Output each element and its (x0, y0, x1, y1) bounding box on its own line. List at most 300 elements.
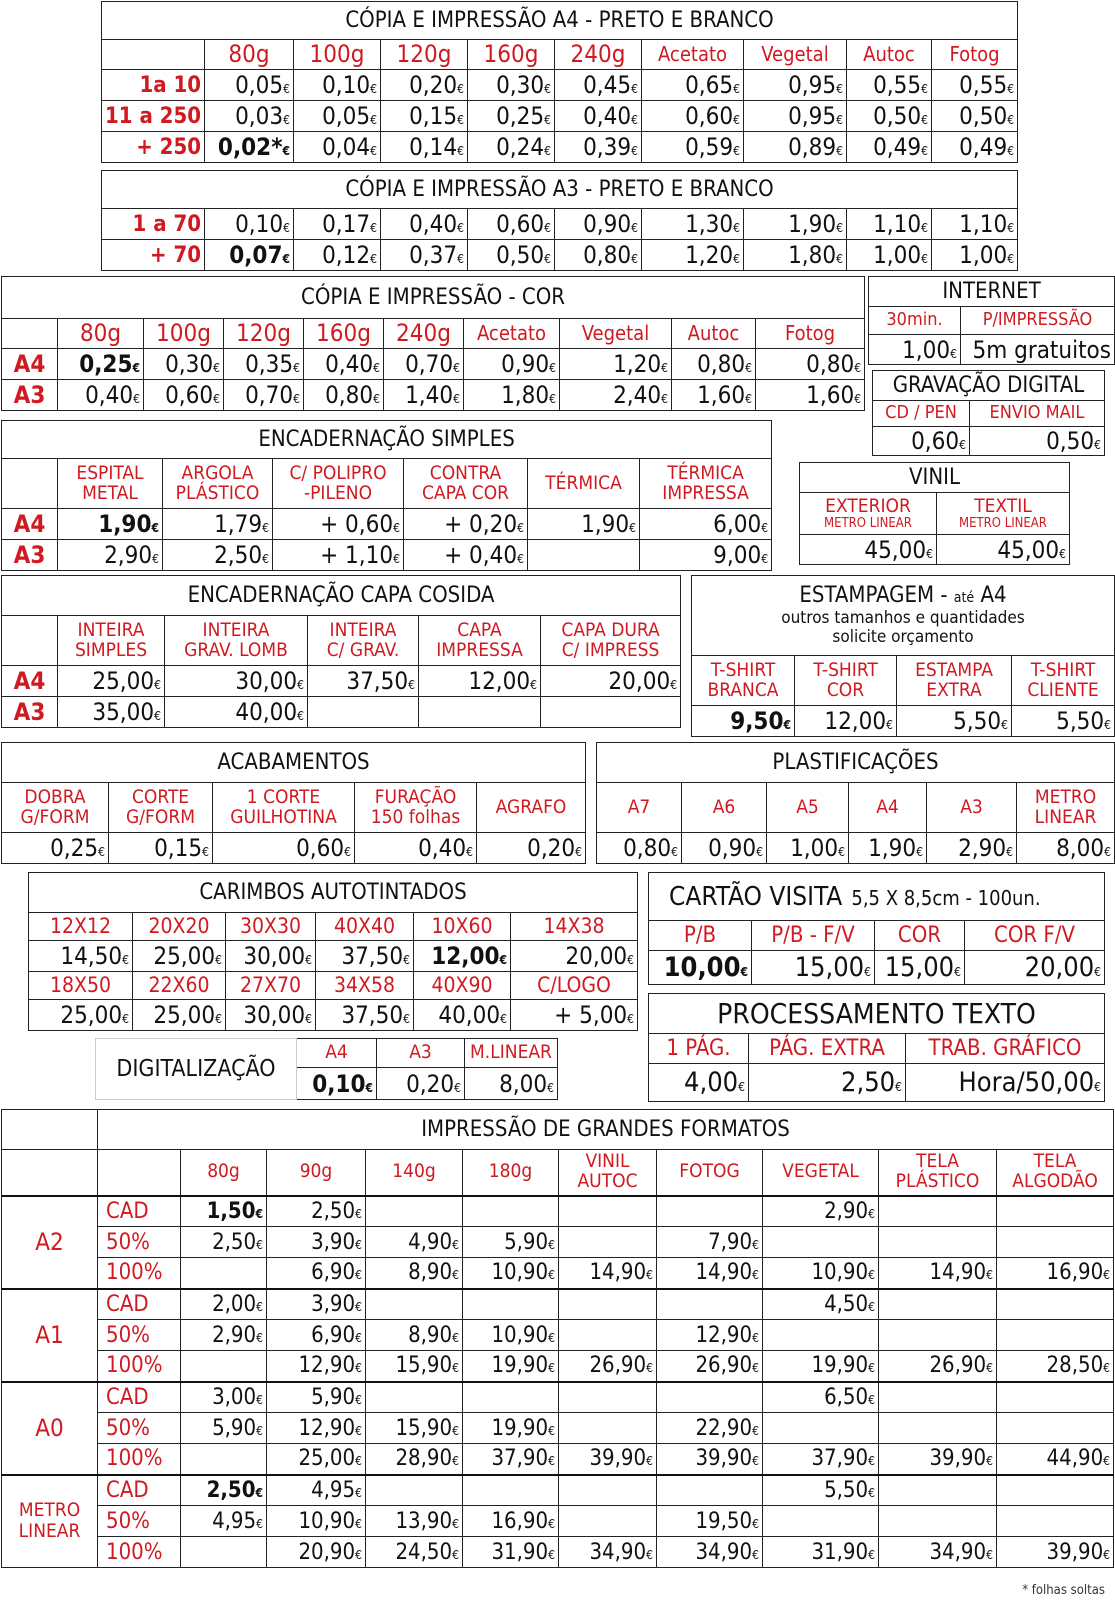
grandes-price-cell: 16,90€ (463, 1506, 559, 1537)
carimbos-price-cell: + 5,00€ (511, 1000, 638, 1031)
cartao-table (648, 872, 1105, 985)
a4-price-cell: 0,95€ (744, 70, 847, 101)
grandes-price-cell (181, 1444, 267, 1475)
grandes-price-cell: 37,90€ (763, 1444, 879, 1475)
color-price-cell: 0,70€ (224, 380, 304, 411)
carimbos-price-cell: 37,50€ (316, 941, 414, 972)
a4-header-0: 80g (205, 40, 294, 70)
a3-price-cell: 1,80€ (744, 240, 847, 271)
enc-simples-header-4: TÉRMICA (528, 459, 640, 509)
grandes-header-4: VINIL AUTOC (559, 1150, 657, 1196)
enc-simples-header-2: C/ POLIPRO -PILENO (273, 459, 404, 509)
grandes-price-cell (463, 1382, 559, 1413)
grandes-price-cell: 12,90€ (267, 1413, 366, 1444)
a3-price-cell: 1,30€ (642, 209, 744, 240)
enc-simples-price-cell: 1,79€ (163, 509, 273, 540)
grandes-price-cell: 4,90€ (366, 1227, 463, 1258)
grandes-price-cell: 19,90€ (463, 1413, 559, 1444)
a4-price-cell: 0,50€ (932, 101, 1018, 132)
a3-price-cell: 1,00€ (932, 240, 1018, 271)
enc-simples-title: ENCADERNAÇÃO SIMPLES (2, 421, 772, 459)
cartao-subtitle: 5,5 X 8,5cm - 100un. (851, 885, 1041, 910)
grandes-price-cell (657, 1475, 763, 1506)
grandes-price-cell: 34,90€ (879, 1537, 997, 1568)
color-price-cell: 0,80€ (304, 380, 384, 411)
processamento-title: PROCESSAMENTO TEXTO (649, 994, 1105, 1034)
color-header-0: 80g (58, 319, 144, 349)
processamento-table (648, 993, 1105, 1102)
vinil-textil-price: 45,00€ (937, 535, 1070, 565)
carimbos-title: CARIMBOS AUTOTINTADOS (29, 873, 638, 913)
grandes-header-3: 180g (463, 1150, 559, 1196)
a4-header-7: Autoc (847, 40, 932, 70)
a4-header-8: Fotog (932, 40, 1018, 70)
grandes-header-8: TELA ALGODÃO (997, 1150, 1114, 1196)
cartao-cor-header: COR (875, 921, 965, 951)
acabamentos-header-2: 1 CORTE GUILHOTINA (213, 783, 355, 833)
acabamentos-header-3: FURAÇÃO 150 folhas (355, 783, 477, 833)
a3-row-label: + 70 (102, 240, 205, 271)
grandes-row-label: 100% (98, 1444, 181, 1475)
carimbos-table (28, 872, 638, 1031)
plastificacoes-price-cell: 1,00€ (767, 833, 849, 864)
plastificacoes-price-cell: 1,90€ (849, 833, 927, 864)
color-price-cell: 0,70€ (384, 349, 464, 380)
a4-price-cell: 0,55€ (932, 70, 1018, 101)
grandes-price-cell: 4,95€ (267, 1475, 366, 1506)
enc-cosida-price-cell: 30,00€ (165, 666, 308, 697)
enc-simples-header-5: TÉRMICA IMPRESSA (640, 459, 772, 509)
a3-price-cell: 0,50€ (468, 240, 555, 271)
estampagem-title-end: A4 (974, 583, 1007, 609)
plastificacoes-header-0: A7 (597, 783, 682, 833)
color-price-cell: 0,30€ (144, 349, 224, 380)
color-header-7: Autoc (672, 319, 756, 349)
color-header-2: 120g (224, 319, 304, 349)
grandes-price-cell (879, 1227, 997, 1258)
processamento-1pag-price: 4,00€ (649, 1064, 749, 1102)
color-price-cell: 0,40€ (58, 380, 144, 411)
grandes-price-cell: 6,90€ (267, 1320, 366, 1351)
estampagem-header-2: ESTAMPA EXTRA (897, 656, 1012, 706)
a3-price-cell: 1,20€ (642, 240, 744, 271)
grandes-row-label: CAD (98, 1289, 181, 1320)
grandes-price-cell: 6,90€ (267, 1258, 366, 1289)
internet-30min-price: 1,00€ (869, 335, 961, 365)
carimbos-price-cell: 25,00€ (133, 1000, 226, 1031)
grandes-price-cell: 39,90€ (997, 1537, 1114, 1568)
acabamentos-header-4: AGRAFO (477, 783, 586, 833)
grandes-price-cell (559, 1382, 657, 1413)
grandes-price-cell (763, 1413, 879, 1444)
carimbos-size-header: C/LOGO (511, 972, 638, 1000)
processamento-1pag-header: 1 PÁG. (649, 1034, 749, 1064)
cartao-corfv-header: COR F/V (965, 921, 1105, 951)
enc-simples-price-cell: 6,00€ (640, 509, 772, 540)
estampagem-price-cell: 9,50€ (692, 706, 795, 737)
carimbos-price-cell: 20,00€ (511, 941, 638, 972)
plastificacoes-price-cell: 8,00€ (1017, 833, 1115, 864)
vinil-exterior-header: EXTERIOR METRO LINEAR (800, 493, 937, 535)
a3-price-cell: 1,00€ (847, 240, 932, 271)
enc-simples-price-cell: 2,90€ (58, 540, 163, 571)
a4-price-cell: 0,49€ (847, 132, 932, 163)
grandes-price-cell: 25,00€ (267, 1444, 366, 1475)
estampagem-header-0: T-SHIRT BRANCA (692, 656, 795, 706)
grandes-price-cell (997, 1227, 1114, 1258)
internet-table (868, 276, 1115, 365)
a4-header-5: Acetato (642, 40, 744, 70)
estampagem-title-cell (692, 576, 1115, 656)
digitalizacao-a3-header: A3 (377, 1039, 465, 1068)
enc-simples-price-cell: + 1,10€ (273, 540, 404, 571)
estampagem-price-cell: 5,50€ (1012, 706, 1115, 737)
vinil-title: VINIL (800, 463, 1070, 493)
grandes-price-cell: 31,90€ (463, 1537, 559, 1568)
carimbos-size-header: 22X60 (133, 972, 226, 1000)
plastificacoes-header-1: A6 (682, 783, 767, 833)
enc-simples-price-cell: 9,00€ (640, 540, 772, 571)
a4-price-cell: 0,05€ (294, 101, 381, 132)
a4-price-cell: 0,45€ (555, 70, 642, 101)
a4-price-cell: 0,95€ (744, 101, 847, 132)
enc-cosida-price-cell: 20,00€ (541, 666, 681, 697)
a4-corner (102, 40, 205, 70)
estampagem-header-1: T-SHIRT COR (795, 656, 897, 706)
grandes-price-cell: 2,00€ (181, 1289, 267, 1320)
color-table (1, 276, 865, 411)
grandes-price-cell (879, 1289, 997, 1320)
grandes-price-cell (366, 1382, 463, 1413)
grandes-row-label: 100% (98, 1537, 181, 1568)
color-price-cell: 0,35€ (224, 349, 304, 380)
a3-price-cell: 1,10€ (847, 209, 932, 240)
grandes-price-cell: 24,50€ (366, 1537, 463, 1568)
gravacao-cd-price: 0,60€ (873, 427, 970, 456)
enc-simples-corner (2, 459, 58, 509)
color-header-1: 100g (144, 319, 224, 349)
enc-cosida-row-label: A3 (2, 697, 58, 728)
grandes-price-cell: 26,90€ (559, 1351, 657, 1382)
grandes-price-cell (997, 1413, 1114, 1444)
grandes-row-label: 50% (98, 1320, 181, 1351)
enc-simples-price-cell: + 0,40€ (404, 540, 528, 571)
grandes-price-cell: 5,90€ (181, 1413, 267, 1444)
grandes-group-label: A2 (2, 1196, 98, 1289)
carimbos-size-header: 34X58 (316, 972, 414, 1000)
grandes-price-cell: 34,90€ (657, 1537, 763, 1568)
grandes-price-cell (559, 1413, 657, 1444)
plastificacoes-header-2: A5 (767, 783, 849, 833)
grandes-price-cell (763, 1227, 879, 1258)
color-header-5: Acetato (464, 319, 560, 349)
processamento-grafico-header: TRAB. GRÁFICO (906, 1034, 1105, 1064)
grandes-price-cell: 12,90€ (657, 1320, 763, 1351)
estampagem-header-3: T-SHIRT CLIENTE (1012, 656, 1115, 706)
carimbos-size-header: 40X40 (316, 913, 414, 941)
grandes-group-label: METRO LINEAR (2, 1475, 98, 1568)
grandes-corner-2 (98, 1150, 181, 1196)
grandes-price-cell: 5,90€ (463, 1227, 559, 1258)
grandes-price-cell: 3,00€ (181, 1382, 267, 1413)
carimbos-price-cell: 37,50€ (316, 1000, 414, 1031)
grandes-price-cell: 26,90€ (879, 1351, 997, 1382)
grandes-price-cell (657, 1289, 763, 1320)
carimbos-price-cell: 25,00€ (133, 941, 226, 972)
carimbos-size-header: 20X20 (133, 913, 226, 941)
grandes-price-cell (879, 1196, 997, 1227)
grandes-price-cell: 1,50€ (181, 1196, 267, 1227)
vinil-textil-header: TEXTIL METRO LINEAR (937, 493, 1070, 535)
acabamentos-price-cell: 0,20€ (477, 833, 586, 864)
digitalizacao-ml-header: M.LINEAR (465, 1039, 558, 1068)
a4-price-cell: 0,30€ (468, 70, 555, 101)
grandes-header-1: 90g (267, 1150, 366, 1196)
color-header-3: 160g (304, 319, 384, 349)
a4-price-cell: 0,60€ (642, 101, 744, 132)
a3-price-cell: 0,80€ (555, 240, 642, 271)
carimbos-size-header: 14X38 (511, 913, 638, 941)
enc-simples-table (1, 420, 772, 571)
enc-simples-price-cell: + 0,20€ (404, 509, 528, 540)
grandes-price-cell (763, 1320, 879, 1351)
digitalizacao-table (95, 1038, 558, 1100)
color-price-cell: 1,40€ (384, 380, 464, 411)
cartao-pb-price: 10,00€ (649, 951, 752, 985)
enc-cosida-header-0: INTEIRA SIMPLES (58, 616, 165, 666)
a4-price-cell: 0,40€ (555, 101, 642, 132)
color-price-cell: 0,60€ (144, 380, 224, 411)
a4-header-3: 160g (468, 40, 555, 70)
carimbos-size-header: 18X50 (29, 972, 133, 1000)
a4-price-cell: 0,49€ (932, 132, 1018, 163)
plastificacoes-price-cell: 0,80€ (597, 833, 682, 864)
acabamentos-table (1, 742, 586, 864)
grandes-price-cell (657, 1382, 763, 1413)
grandes-price-cell: 19,90€ (763, 1351, 879, 1382)
a3-bw-title: CÓPIA E IMPRESSÃO A3 - PRETO E BRANCO (102, 171, 1018, 209)
color-price-cell: 0,90€ (464, 349, 560, 380)
grandes-price-cell (181, 1537, 267, 1568)
grandes-price-cell: 5,50€ (763, 1475, 879, 1506)
internet-print-price: 5m gratuitos (961, 335, 1115, 365)
grandes-price-cell (559, 1196, 657, 1227)
grandes-corner (2, 1150, 98, 1196)
carimbos-price-cell: 25,00€ (29, 1000, 133, 1031)
grandes-row-label: 100% (98, 1258, 181, 1289)
grandes-price-cell (559, 1506, 657, 1537)
grandes-price-cell: 5,90€ (267, 1382, 366, 1413)
a4-row-label: 11 a 250 (102, 101, 205, 132)
grandes-row-label: 50% (98, 1227, 181, 1258)
grandes-price-cell: 22,90€ (657, 1413, 763, 1444)
grandes-price-cell: 6,50€ (763, 1382, 879, 1413)
grandes-price-cell (879, 1382, 997, 1413)
grandes-row-label: CAD (98, 1475, 181, 1506)
grandes-price-cell: 3,90€ (267, 1227, 366, 1258)
digitalizacao-a4-header: A4 (297, 1039, 377, 1068)
enc-cosida-table (1, 575, 681, 728)
grandes-price-cell: 4,95€ (181, 1506, 267, 1537)
grandes-price-cell: 2,50€ (181, 1227, 267, 1258)
a4-price-cell: 0,10€ (294, 70, 381, 101)
color-price-cell: 0,80€ (756, 349, 865, 380)
enc-cosida-price-cell: 25,00€ (58, 666, 165, 697)
color-price-cell: 2,40€ (560, 380, 672, 411)
a3-price-cell: 0,40€ (381, 209, 468, 240)
grandes-price-cell (181, 1258, 267, 1289)
carimbos-size-header: 12X12 (29, 913, 133, 941)
grandes-price-cell (559, 1320, 657, 1351)
gravacao-title: GRAVAÇÃO DIGITAL (873, 371, 1105, 401)
grandes-price-cell (879, 1506, 997, 1537)
cartao-title-cell (649, 873, 1105, 921)
a4-price-cell: 0,05€ (205, 70, 294, 101)
a4-bw-title: CÓPIA E IMPRESSÃO A4 - PRETO E BRANCO (102, 2, 1018, 40)
vinil-exterior-price: 45,00€ (800, 535, 937, 565)
grandes-price-cell: 7,90€ (657, 1227, 763, 1258)
color-price-cell: 1,60€ (672, 380, 756, 411)
estampagem-sub1: outros tamanhos e quantidades (781, 607, 1025, 628)
enc-cosida-header-1: INTEIRA GRAV. LOMB (165, 616, 308, 666)
a3-price-cell: 0,12€ (294, 240, 381, 271)
a3-row-label: 1 a 70 (102, 209, 205, 240)
enc-simples-header-0: ESPITAL METAL (58, 459, 163, 509)
enc-cosida-row-label: A4 (2, 666, 58, 697)
grandes-row-label: 50% (98, 1506, 181, 1537)
enc-cosida-price-cell: 35,00€ (58, 697, 165, 728)
enc-cosida-header-4: CAPA DURA C/ IMPRESS (541, 616, 681, 666)
grandes-group-label: A1 (2, 1289, 98, 1382)
grandes-group-label: A0 (2, 1382, 98, 1475)
a3-price-cell: 1,10€ (932, 209, 1018, 240)
digitalizacao-ml-price: 8,00€ (465, 1068, 558, 1100)
acabamentos-price-cell: 0,60€ (213, 833, 355, 864)
footnote: * folhas soltas (1022, 1583, 1105, 1598)
a3-price-cell: 0,90€ (555, 209, 642, 240)
estampagem-sub2: solicite orçamento (832, 627, 974, 648)
grandes-header-2: 140g (366, 1150, 463, 1196)
grandes-price-cell: 34,90€ (559, 1537, 657, 1568)
carimbos-size-header: 30X30 (226, 913, 316, 941)
gravacao-cd-header: CD / PEN (873, 401, 970, 427)
plastificacoes-title: PLASTIFICAÇÕES (597, 743, 1115, 783)
cartao-title: CARTÃO VISITA (669, 881, 843, 912)
grandes-formatos-table (1, 1109, 1114, 1568)
grandes-price-cell: 31,90€ (763, 1537, 879, 1568)
grandes-price-cell: 4,50€ (763, 1289, 879, 1320)
grandes-price-cell: 39,90€ (879, 1444, 997, 1475)
grandes-price-cell: 19,90€ (463, 1351, 559, 1382)
digitalizacao-title: DIGITALIZAÇÃO (96, 1039, 297, 1100)
gravacao-mail-header: ENVIO MAIL (970, 401, 1105, 427)
enc-cosida-price-cell: 37,50€ (308, 666, 419, 697)
acabamentos-price-cell: 0,25€ (2, 833, 109, 864)
a4-price-cell: 0,39€ (555, 132, 642, 163)
cartao-pbfv-price: 15,00€ (752, 951, 875, 985)
grandes-price-cell: 44,90€ (997, 1444, 1114, 1475)
color-row-label: A4 (2, 349, 58, 380)
grandes-price-cell: 20,90€ (267, 1537, 366, 1568)
grandes-price-cell (657, 1196, 763, 1227)
a4-header-1: 100g (294, 40, 381, 70)
a4-price-cell: 0,65€ (642, 70, 744, 101)
grandes-price-cell: 12,90€ (267, 1351, 366, 1382)
grandes-price-cell (559, 1289, 657, 1320)
a4-price-cell: 0,03€ (205, 101, 294, 132)
carimbos-size-header: 40X90 (414, 972, 511, 1000)
grandes-price-cell: 3,90€ (267, 1289, 366, 1320)
internet-title: INTERNET (869, 277, 1115, 307)
grandes-header-6: VEGETAL (763, 1150, 879, 1196)
carimbos-size-header: 27X70 (226, 972, 316, 1000)
grandes-price-cell (366, 1289, 463, 1320)
acabamentos-header-1: CORTE G/FORM (109, 783, 213, 833)
grandes-price-cell (181, 1351, 267, 1382)
grandes-row-label: 50% (98, 1413, 181, 1444)
a3-price-cell: 0,07€ (205, 240, 294, 271)
a4-price-cell: 0,55€ (847, 70, 932, 101)
a4-price-cell: 0,02*€ (205, 132, 294, 163)
digitalizacao-a3-price: 0,20€ (377, 1068, 465, 1100)
grandes-price-cell: 39,90€ (559, 1444, 657, 1475)
grandes-price-cell: 19,50€ (657, 1506, 763, 1537)
a4-row-label: + 250 (102, 132, 205, 163)
grandes-price-cell (559, 1227, 657, 1258)
enc-cosida-price-cell: 12,00€ (419, 666, 541, 697)
color-price-cell: 1,20€ (560, 349, 672, 380)
grandes-price-cell (366, 1475, 463, 1506)
internet-print-header: P/IMPRESSÃO (961, 307, 1115, 335)
color-header-4: 240g (384, 319, 464, 349)
grandes-header-5: FOTOG (657, 1150, 763, 1196)
processamento-extra-header: PÁG. EXTRA (749, 1034, 906, 1064)
color-price-cell: 0,40€ (304, 349, 384, 380)
acabamentos-title: ACABAMENTOS (2, 743, 586, 783)
grandes-price-cell: 2,90€ (763, 1196, 879, 1227)
grandes-price-cell: 10,90€ (463, 1258, 559, 1289)
grandes-price-cell: 16,90€ (997, 1258, 1114, 1289)
grandes-price-cell (997, 1196, 1114, 1227)
grandes-price-cell: 2,50€ (267, 1196, 366, 1227)
enc-simples-header-1: ARGOLA PLÁSTICO (163, 459, 273, 509)
color-header-8: Fotog (756, 319, 865, 349)
grandes-price-cell (366, 1196, 463, 1227)
cartao-cor-price: 15,00€ (875, 951, 965, 985)
grandes-header-0: 80g (181, 1150, 267, 1196)
a4-header-6: Vegetal (744, 40, 847, 70)
enc-simples-price-cell (528, 540, 640, 571)
enc-cosida-price-cell: 40,00€ (165, 697, 308, 728)
grandes-price-cell: 15,90€ (366, 1413, 463, 1444)
grandes-price-cell: 13,90€ (366, 1506, 463, 1537)
a4-header-4: 240g (555, 40, 642, 70)
a4-bw-table (101, 1, 1018, 163)
enc-cosida-header-2: INTEIRA C/ GRAV. (308, 616, 419, 666)
acabamentos-price-cell: 0,15€ (109, 833, 213, 864)
a4-price-cell: 0,20€ (381, 70, 468, 101)
grandes-title: IMPRESSÃO DE GRANDES FORMATOS (98, 1110, 1114, 1150)
processamento-extra-price: 2,50€ (749, 1064, 906, 1102)
a4-price-cell: 0,25€ (468, 101, 555, 132)
cartao-pb-header: P/B (649, 921, 752, 951)
enc-simples-price-cell: 2,50€ (163, 540, 273, 571)
grandes-price-cell: 14,90€ (657, 1258, 763, 1289)
grandes-price-cell (879, 1413, 997, 1444)
carimbos-price-cell: 30,00€ (226, 1000, 316, 1031)
grandes-price-cell (997, 1475, 1114, 1506)
grandes-price-cell (879, 1475, 997, 1506)
